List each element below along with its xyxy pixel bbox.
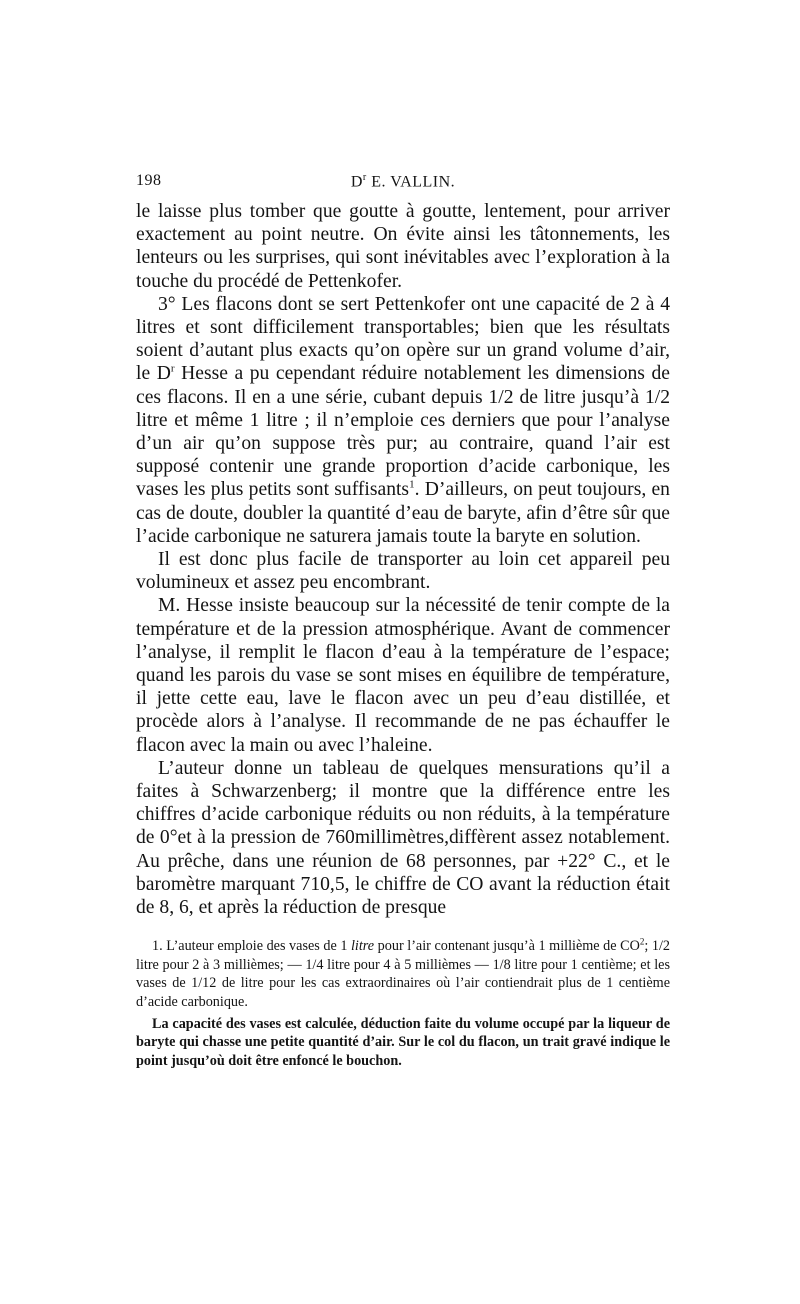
body-text bbox=[136, 200, 670, 919]
footnote-ref-1: 1 bbox=[409, 478, 415, 491]
running-title bbox=[136, 172, 670, 191]
book-page bbox=[136, 172, 670, 1070]
paragraph-flasks-part-c: . D’ailleurs, on peut toujours, en cas de doute, doubler la quantité d’eau de baryte, afin d’être sûr que l’acide carbonique ne saturera jamais toute la baryte en solution. bbox=[136, 479, 670, 547]
paragraph-measurements: L’auteur donne un tableau de quelques mensurations qu’il a faites à Schwarzenberg; il montre que la différence entre les chiffres d’acide carbonique réduits ou non réduits, à la température de 0°et à la pression de 760millimètres,diffèrent assez notablement. Au prêche, dans une réunion de 68 personnes, par +22° C., et le baromètre marquant 710,5, le chiffre de CO avant la réduction était de 8, 6, et après la réduction de presque bbox=[136, 757, 670, 919]
page-number: 198 bbox=[136, 172, 162, 189]
footnote-1-part-c: ; 1/2 litre pour 2 à 3 millièmes; — 1/4 litre pour 4 à 5 millièmes — 1/8 litre pour 1 centième; et les vases de 1/12 de litre pour les cas extraordinaires où l’air contiendrait plus de 1 centième d’acide carbonique. bbox=[136, 938, 670, 1011]
paragraph-flasks-part-b: Hesse a pu cependant réduire notablement les dimensions de ces flacons. Il en a une série, cubant depuis 1/2 de litre jusqu’à 1/2 litre et même 1 litre ; il n’emploie ces derniers que pour l’analyse d’un air qu’on suppose très pur; au contraire, quand l’air est supposé contenir une grande proportion d’acide carbonique, les vases les plus petits sont suffisants bbox=[136, 363, 670, 501]
running-head bbox=[136, 172, 670, 196]
author-sup: r bbox=[362, 172, 367, 183]
paragraph-continuation: le laisse plus tomber que goutte à goutte, lentement, pour arriver exactement au point neutre. On évite ainsi les tâtonnements, les lenteurs ou les surprises, qui sont inévitables avec l’exploration à la touche du procédé de Pettenkofer. bbox=[136, 201, 670, 292]
footnote-1-italic: litre bbox=[350, 938, 375, 955]
paragraph-transport: Il est donc plus facile de transporter au loin cet appareil peu volumineux et assez peu encombrant. bbox=[136, 549, 670, 594]
footnote-1-sup: 2 bbox=[639, 936, 645, 947]
doctor-sup: r bbox=[170, 362, 175, 375]
footnote-1 bbox=[136, 937, 670, 1011]
footnote-1-part-b: pour l’air contenant jusqu’à 1 millième de CO bbox=[374, 938, 640, 955]
author-name: E. VALLIN. bbox=[366, 173, 456, 191]
footnote-1-part-a: 1. L’auteur emploie des vases de 1 bbox=[152, 938, 351, 955]
paragraph-flasks bbox=[136, 293, 670, 548]
paragraph-temperature: M. Hesse insiste beaucoup sur la nécessité de tenir compte de la température et de la pression atmosphérique. Avant de commencer l’analyse, il remplit le flacon d’eau à la température de l’espace; quand les parois du vase se sont mises en équilibre de température, il jette cette eau, lave le flacon avec un peu d’eau distillée, et procède alors à l’analyse. Il recommande de ne pas échauffer le flacon avec la main ou avec l’haleine. bbox=[136, 595, 670, 756]
footnote-2: La capacité des vases est calculée, déduction faite du volume occupé par la liqueur de baryte qui chasse une petite quantité d’air. Sur le col du flacon, un trait gravé indique le point jusqu’où doit être enfoncé le bouchon. bbox=[136, 1015, 670, 1069]
footnotes bbox=[136, 937, 670, 1070]
paragraph-flasks-part-a: 3° Les flacons dont se sert Pettenkofer ont une capacité de 2 à 4 litres et sont difficilement transportables; bien que les résultats soient d’autant plus exacts qu’on opère sur un grand volume d’air, le D bbox=[136, 293, 670, 385]
author-prefix: D bbox=[350, 173, 363, 191]
